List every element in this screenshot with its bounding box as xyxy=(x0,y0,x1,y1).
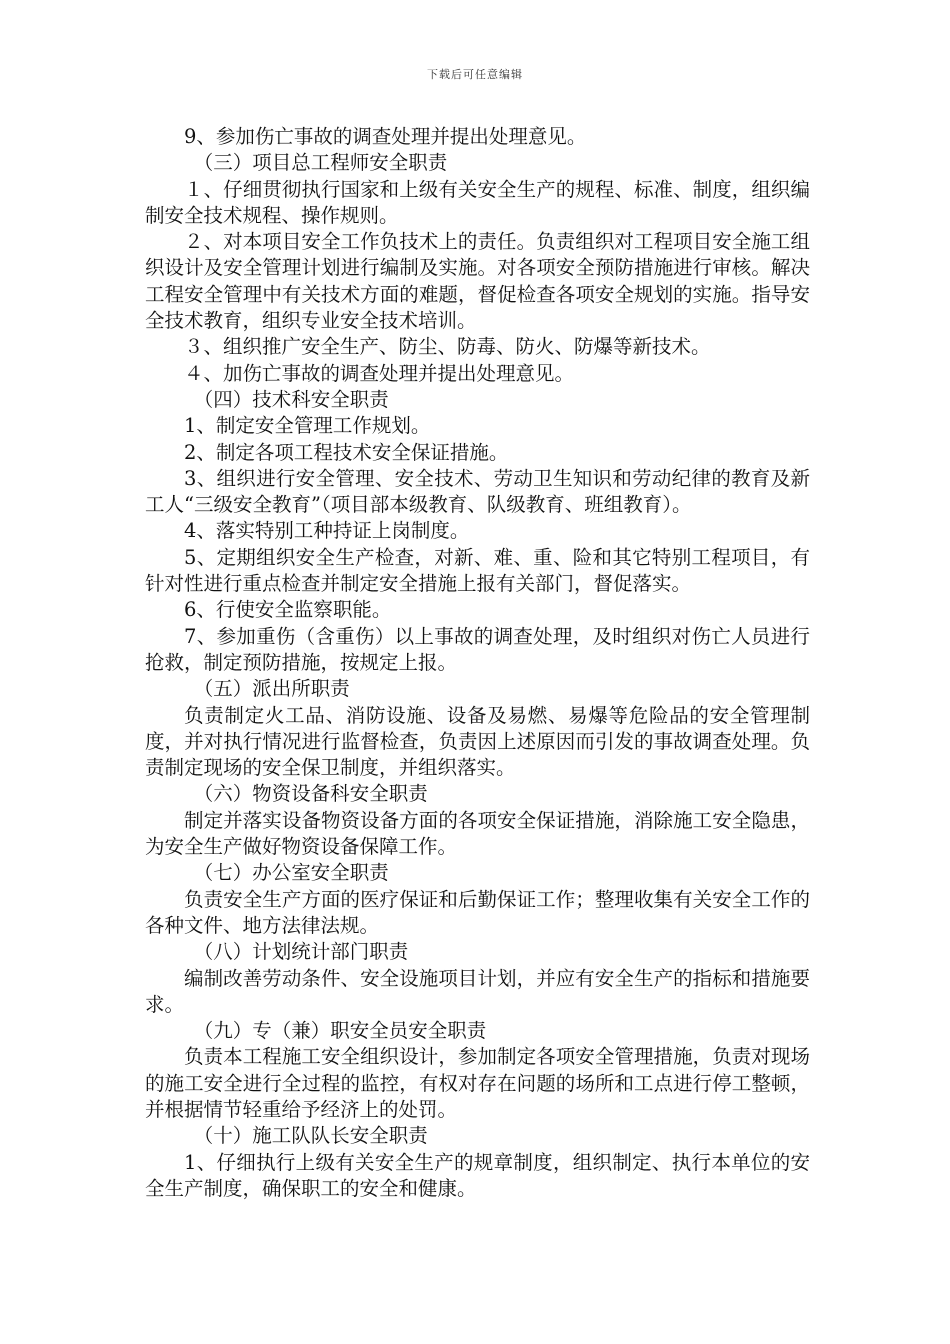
section-heading: （八）计划统计部门职责 xyxy=(193,940,409,964)
section-heading: （五）派出所职责 xyxy=(193,677,350,701)
paragraph: ３、组织推广安全生产、防尘、防毒、防火、防爆等新技术。 xyxy=(184,335,711,359)
paragraph: 负责本工程施工安全组织设计，参加制定各项安全管理措施，负责对现场的施工安全进行全过程的监控，有权对存在问题的场所和工点进行停工整顿，并根据情节轻重给予经济上的处罚。 xyxy=(145,1045,810,1121)
paragraph: 9、参加伤亡事故的调查处理并提出处理意见。 xyxy=(184,125,587,148)
paragraph: 负责安全生产方面的医疗保证和后勤保证工作；整理收集有关安全工作的各种文件、地方法律法规。 xyxy=(145,887,810,937)
paragraph: ４、加伤亡事故的调查处理并提出处理意见。 xyxy=(184,361,575,385)
document-body xyxy=(145,124,810,1202)
section-heading: （十）施工队队长安全职责 xyxy=(193,1124,428,1148)
paragraph: 1、仔细执行上级有关安全生产的规章制度，组织制定、执行本单位的安全生产制度，确保职工的安全和健康。 xyxy=(145,1150,810,1200)
paragraph: 3、组织进行安全管理、安全技术、劳动卫生知识和劳动纪律的教育及新工人“三级安全教育”（项目部本级教育、队级教育、班组教育）。 xyxy=(145,466,810,517)
paragraph: １、仔细贯彻执行国家和上级有关安全生产的规程、标准、制度，组织编制安全技术规程、操作规则。 xyxy=(145,177,810,227)
page-header: 下载后可任意编辑 xyxy=(427,68,523,81)
paragraph: 负责制定火工品、消防设施、设备及易燃、易爆等危险品的安全管理制度，并对执行情况进行监督检查，负责因上述原因而引发的事故调查处理。负责制定现场的安全保卫制度，并组织落实。 xyxy=(145,703,810,780)
paragraph: 5、定期组织安全生产检查，对新、难、重、险和其它特别工程项目，有针对性进行重点检查并制定安全措施上报有关部门，督促落实。 xyxy=(145,545,810,596)
paragraph: 6、行使安全监察职能。 xyxy=(184,598,392,622)
paragraph: ２、对本项目安全工作负技术上的责任。负责组织对工程项目安全施工组织设计及安全管理计划进行编制及实施。对各项安全预防措施进行审核。解决工程安全管理中有关技术方面的难题，督促检查各项安全规划的实施。指导安全技术教育，组织专业安全技术培训。 xyxy=(145,230,810,333)
paragraph: 制定并落实设备物资设备方面的各项安全保证措施，消除施工安全隐患，为安全生产做好物资设备保障工作。 xyxy=(145,808,810,859)
section-heading: （三）项目总工程师安全职责 xyxy=(193,151,448,175)
section-heading: （九）专（兼）职安全员安全职责 xyxy=(193,1019,487,1043)
paragraph: 编制改善劳动条件、安全设施项目计划，并应有安全生产的指标和措施要求。 xyxy=(145,966,810,1016)
paragraph: 1、制定安全管理工作规划。 xyxy=(184,414,431,438)
paragraph: 4、落实特别工种持证上岗制度。 xyxy=(184,519,470,543)
paragraph: 2、制定各项工程技术安全保证措施。 xyxy=(184,440,509,464)
section-heading: （六）物资设备科安全职责 xyxy=(193,782,428,806)
paragraph: 7、参加重伤（含重伤）以上事故的调查处理，及时组织对伤亡人员进行抢救，制定预防措施，按规定上报。 xyxy=(145,624,810,674)
section-heading: （四）技术科安全职责 xyxy=(193,387,389,411)
section-heading: （七）办公室安全职责 xyxy=(193,861,389,885)
